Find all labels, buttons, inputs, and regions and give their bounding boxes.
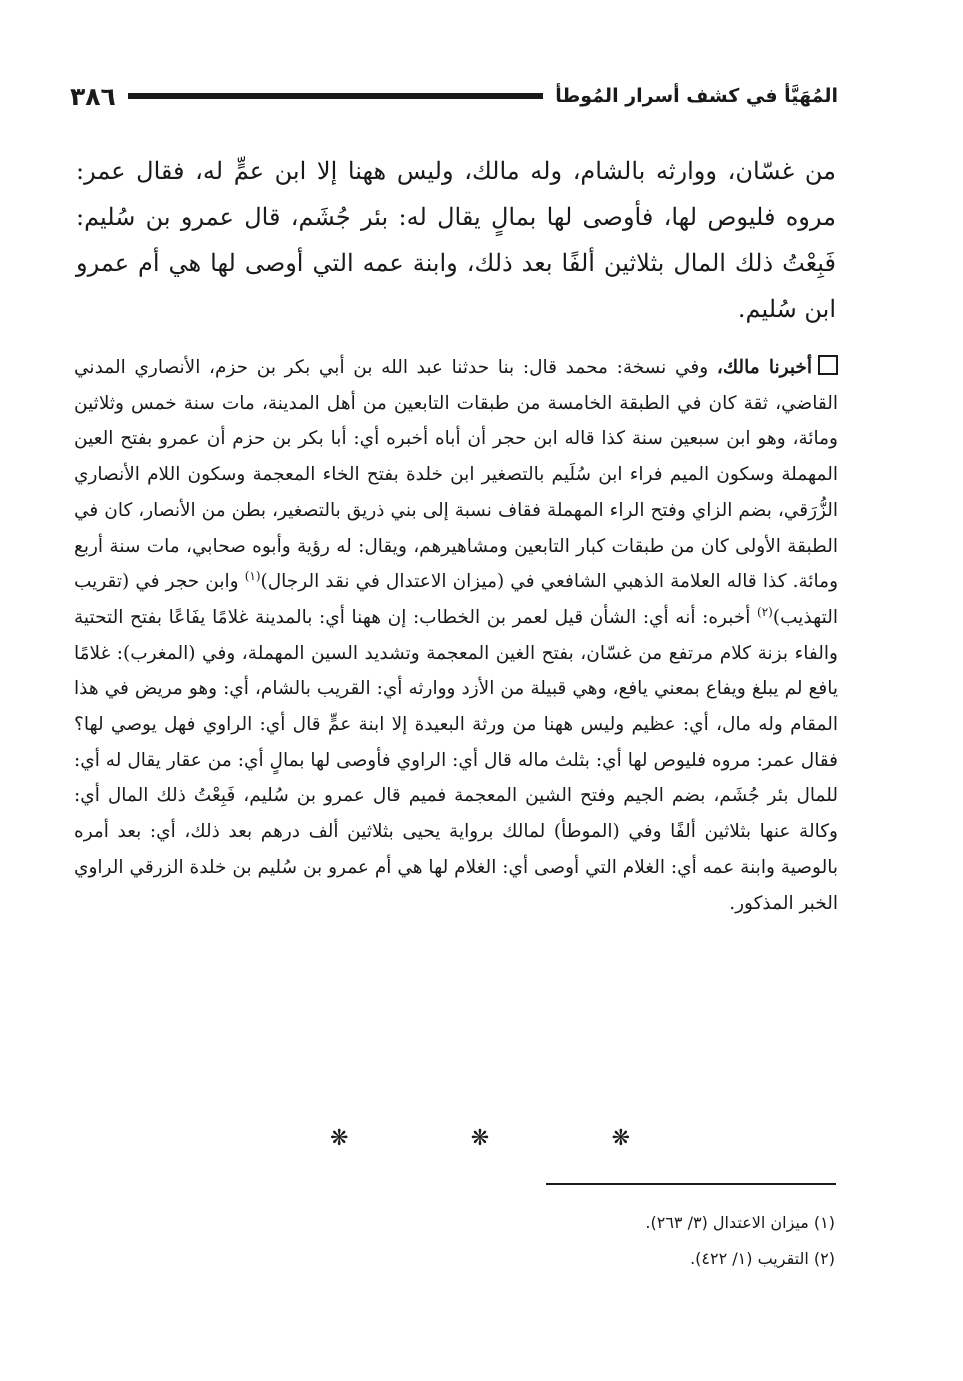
- page-header: [70, 76, 838, 116]
- running-book-title: المُهَيَّأ في كشف أسرار المُوطأ: [555, 85, 838, 107]
- footnote-1: (١) ميزان الاعتدال (٣/ ٢٦٣).: [645, 1213, 835, 1232]
- commentary-lemma: أخبرنا مالك،: [716, 357, 812, 378]
- commentary-paragraph: [74, 350, 838, 921]
- section-separator: [330, 1126, 630, 1151]
- commentary-text-part-2: وابن حجر في (تقريب التهذيب): [74, 571, 838, 628]
- header-rule: [128, 93, 543, 99]
- footnote-ref-2: (٢): [757, 604, 773, 619]
- square-marker-icon: [818, 355, 838, 375]
- footnotes: [335, 1205, 835, 1277]
- asterism-icon: ❋: [611, 1126, 630, 1151]
- asterism-icon: ❋: [470, 1126, 490, 1151]
- commentary-text-part-1: وفي نسخة: محمد قال: بنا حدثنا عبد الله بن أبي بكر بن حزم، الأنصاري المدني القاضي، ثقة كان في الطبقة الخامسة من طبقات التابعين من أهل المدينة، مات سنة خمس وثلاثين ومائة، وهو ابن سبعين سنة كذا قاله ابن حجر أن أباه أخبره أي: أبا بكر بن حزم أن عمرو بفتح العين المهملة وسكون الميم فراء ابن سُلَيم بالتصغير ابن خلدة بفتح الخاء المعجمة وسكون اللام الأنصاري الزُّرَقي، بضم الزاي وفتح الراء المهملة فقاف نسبة إلى بني ذريق بالتصغير، بطن من الأنصار، كان في الطبقة الأولى كان من طبقات كبار التابعين ومشاهيرهم، ويقال: له رؤية وأبوه صحابي، مات سنة أربع ومائة. كذا قاله العلامة الذهبي الشافعي في (ميزان الاعتدال في نقد الرجال): [74, 357, 838, 593]
- footnote-2: (٢) التقريب (١/ ٤٢٢).: [690, 1249, 835, 1268]
- page-number: ٣٨٦: [70, 81, 116, 111]
- footnote-ref-1: (١): [244, 569, 261, 584]
- asterism-icon: ❋: [330, 1126, 349, 1151]
- hadith-main-text: من غسّان، ووارثه بالشام، وله مالك، وليس ههنا إلا ابن عمٍّ له، فقال عمر: مروه فليوص لها، فأوصى لها بمالٍ يقال له: بئر جُشَم، قال عمرو بن سُليم: فَبِعْتُ ذلك المال بثلاثين ألفًا بعد ذلك، وابنة عمه التي أوصى لها هي أم عمرو ابن سُليم.: [76, 157, 836, 323]
- commentary-text-part-3: أخبره: أنه أي: الشأن قيل لعمر بن الخطاب: إن ههنا أي: بالمدينة غلامًا يفَاعًا بفتح التحتية والفاء بزنة كلام مرتفع من غسّان، بفتح الغين المعجمة وتشديد السين المهملة، وفي (المغرب): غلامًا يافع لم يبلغ ويفاع بمعني يافع، وهي قبيلة من الأزد ووارثه أي: القريب بالشام، أي: وهو مريض في هذا المقام وله مال، أي: عظيم وليس ههنا من ورثة البعيدة إلا ابنة عمٍّ قال أي: الراوي فهل يوصي لها؟ فقال عمر: مروه فليوص لها أي: بثلث ماله قال أي: الراوي فأوصى لها بمالٍ أي: من عقار يقال له أي: للمال بئر جُشَم، بضم الجيم وفتح الشين المعجمة فميم قال عمرو بن سُليم، فَبِعْتُ ذلك المال أي: وكالة عنها بثلاثين ألفًا وفي (الموطأ) لمالك برواية يحيى بثلاثين ألف درهم بعد ذلك، أي: بعد أمره بالوصية وابنة عمه أي: الغلام التي أوصى أي: الغلام لها هي أم عمرو بن سُليم بن خلدة الزرقي الراوي الخبر المذكور.: [74, 606, 838, 914]
- footnote-divider: [546, 1183, 836, 1185]
